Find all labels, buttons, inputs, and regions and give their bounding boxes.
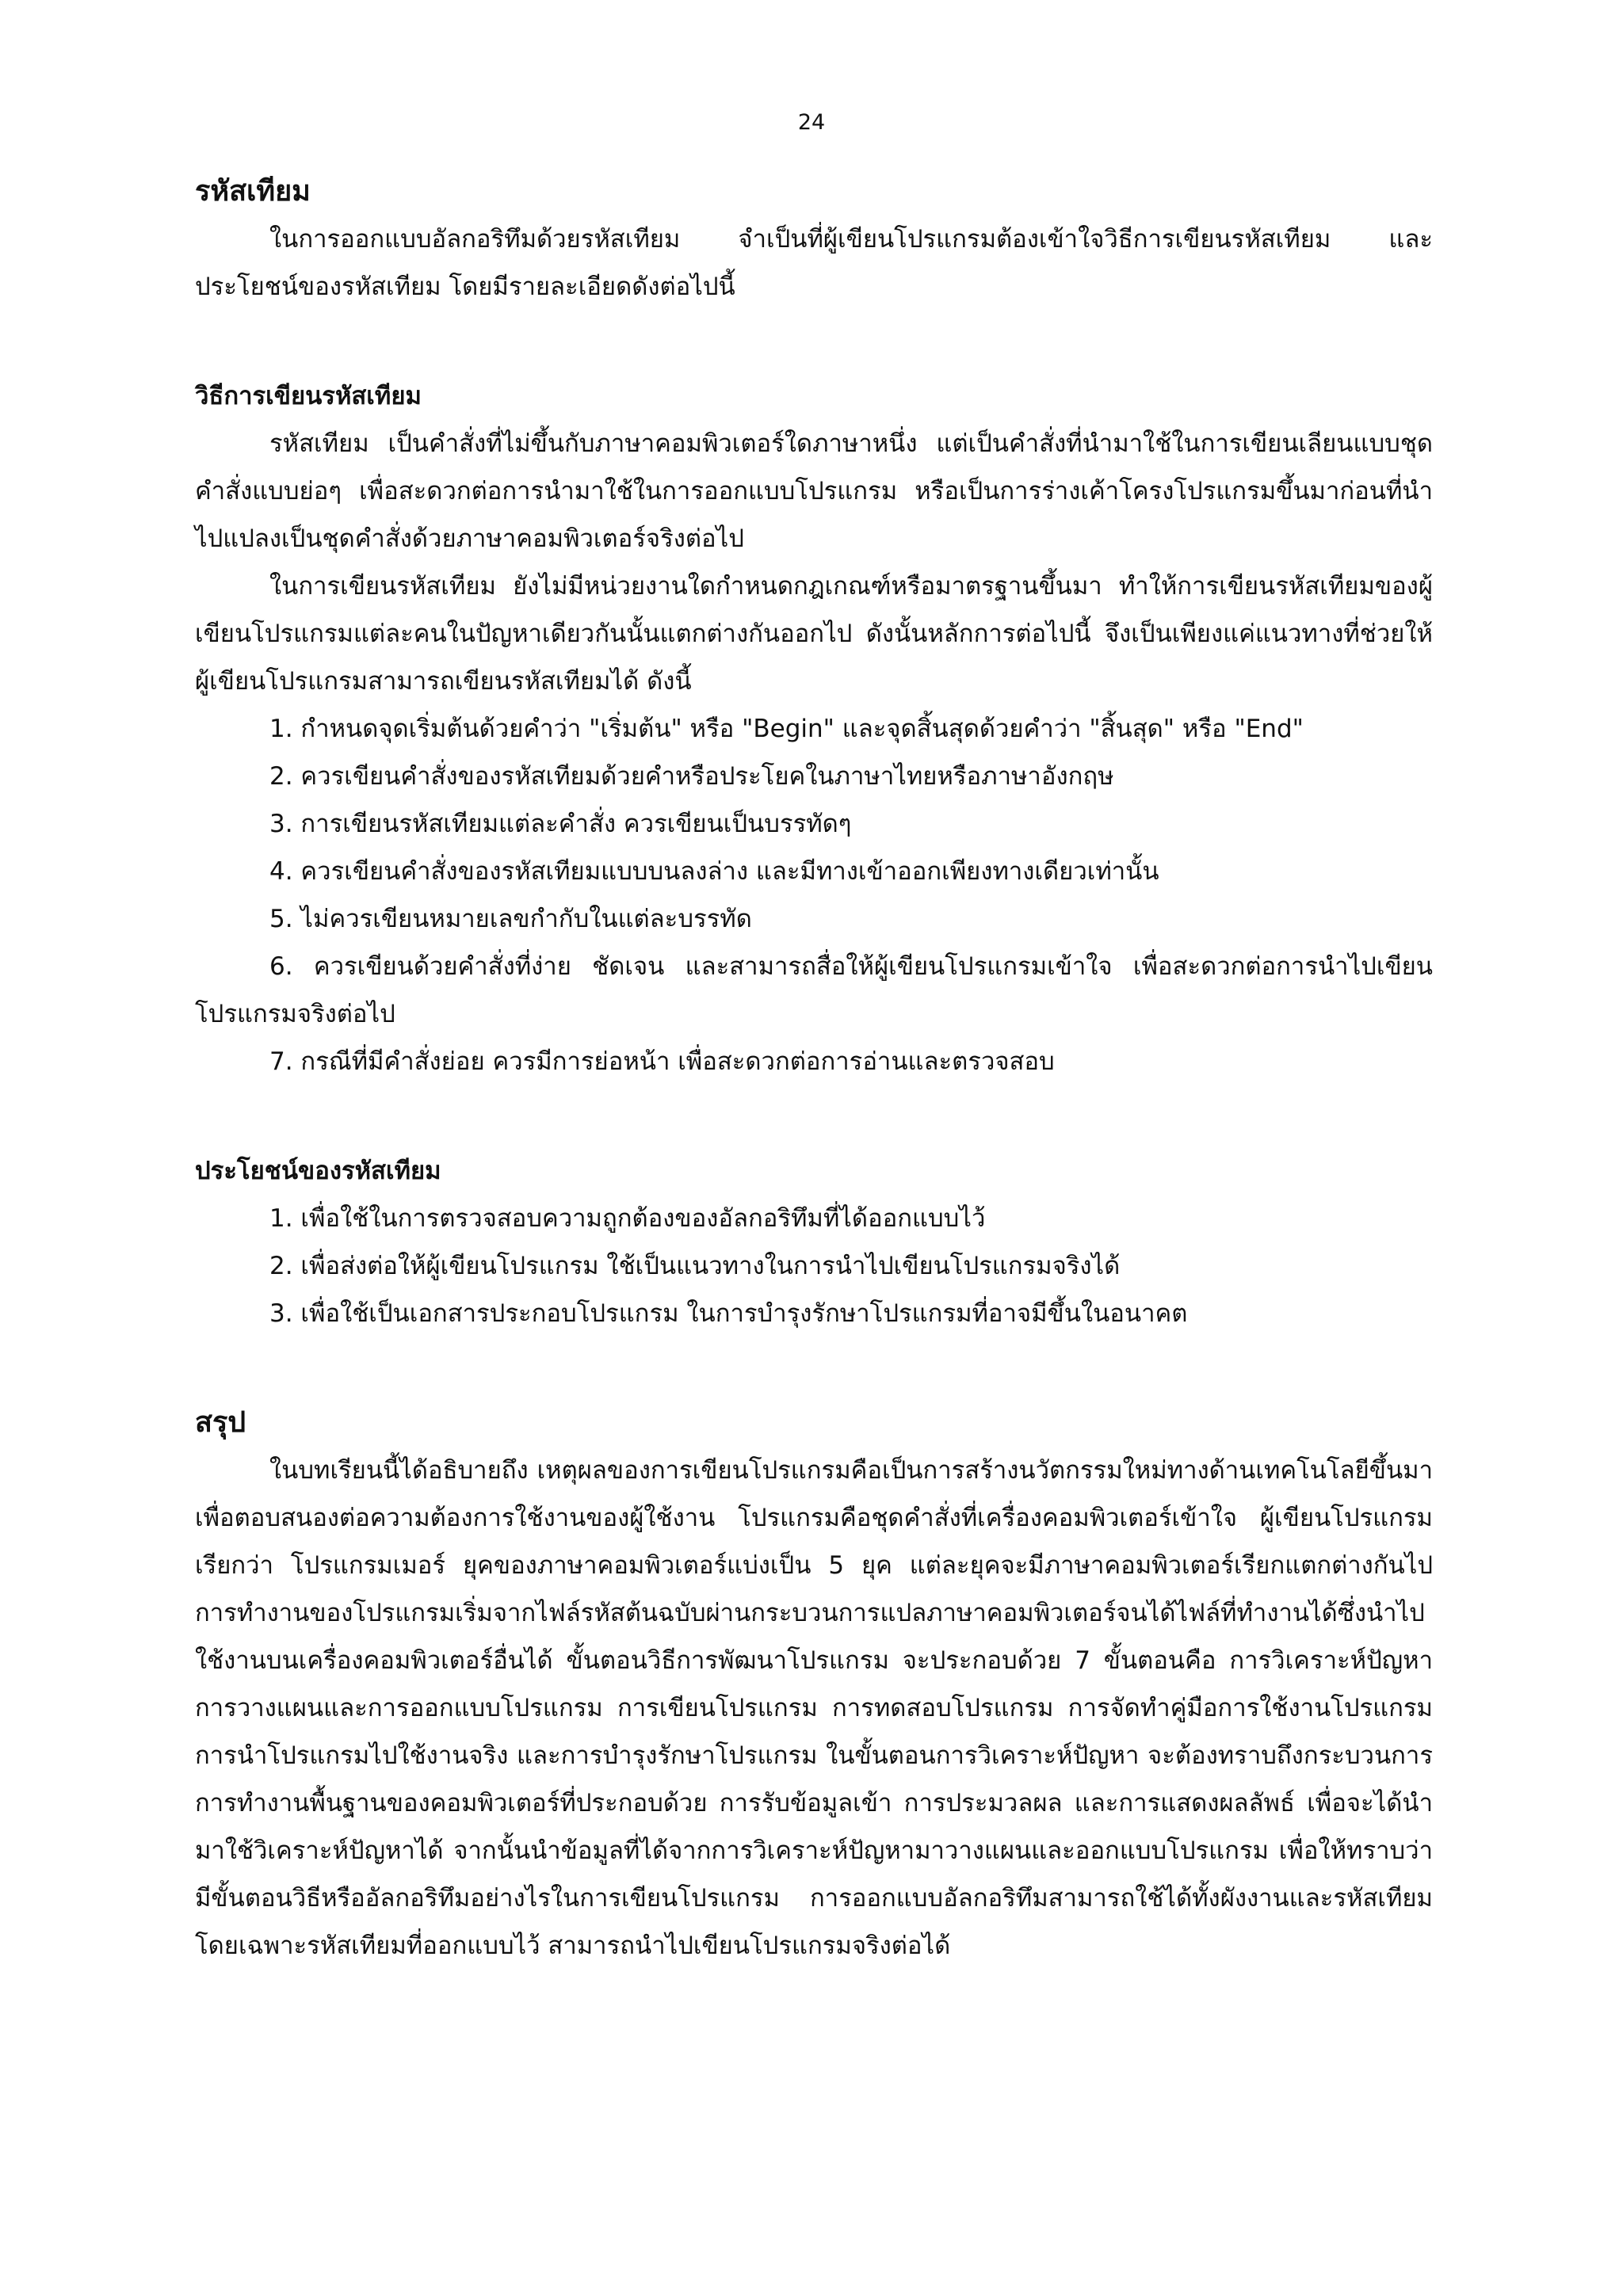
list-item: 3. เพื่อใช้เป็นเอกสารประกอบโปรแกรม ในการบำรุงรักษาโปรแกรมที่อาจมีขึ้นในอนาคต: [269, 1299, 1188, 1328]
list-item: 1. เพื่อใช้ในการตรวจสอบความถูกต้องของอัลกอริทึมที่ได้ออกแบบไว้: [269, 1204, 986, 1233]
summary-section: [195, 1399, 1433, 1970]
writing-paragraph-1: รหัสเทียม เป็นคำสั่งที่ไม่ขึ้นกับภาษาคอมพิวเตอร์ใดภาษาหนึ่ง แต่เป็นคำสั่งที่นำมาใช้ในการเขียนเลียนแบบชุดคำสั่งแบบย่อๆ เพื่อสะดวกต่อการนำมาใช้ในการออกแบบโปรแกรม หรือเป็นการร่างเค้าโครงโปรแกรมขึ้นมาก่อนที่นำไปแปลงเป็นชุดคำสั่งด้วยภาษาคอมพิวเตอร์จริงต่อไป: [195, 429, 1433, 553]
writing-rules-list: [195, 705, 1433, 1085]
list-item: 3. การเขียนรหัสเทียมแต่ละคำสั่ง ควรเขียนเป็นบรรทัดๆ: [269, 810, 852, 838]
list-item: 7. กรณีที่มีคำสั่งย่อย ควรมีการย่อหน้า เพื่อสะดวกต่อการอ่านและตรวจสอบ: [269, 1047, 1055, 1076]
page-number: 24: [797, 110, 826, 135]
summary-paragraph: ในบทเรียนนี้ได้อธิบายถึง เหตุผลของการเขียนโปรแกรมคือเป็นการสร้างนวัตกรรมใหม่ทางด้านเทคโนโลยีขึ้นมา เพื่อตอบสนองต่อความต้องการใช้งานของผู้ใช้งาน โปรแกรมคือชุดคำสั่งที่เครื่องคอมพิวเตอร์เข้าใจ ผู้เขียนโปรแกรมเรียกว่า โปรแกรมเมอร์ ยุคของภาษาคอมพิวเตอร์แบ่งเป็น 5 ยุค แต่ละยุคจะมีภาษาคอมพิวเตอร์เรียกแตกต่างกันไป การทำงานของโปรแกรมเริ่มจากไฟล์รหัสต้นฉบับผ่านกระบวนการแปลภาษาคอมพิวเตอร์จนได้ไฟล์ที่ทำงานได้ซึ่งนำไปใช้งานบนเครื่องคอมพิวเตอร์อื่นได้ ขั้นตอนวิธีการพัฒนาโปรแกรม จะประกอบด้วย 7 ขั้นตอนคือ การวิเคราะห์ปัญหา การวางแผนและการออกแบบโปรแกรม การเขียนโปรแกรม การทดสอบโปรแกรม การจัดทำคู่มือการใช้งานโปรแกรม การนำโปรแกรมไปใช้งานจริง และการบำรุงรักษาโปรแกรม ในขั้นตอนการวิเคราะห์ปัญหา จะต้องทราบถึงกระบวนการการทำงานพื้นฐานของคอมพิวเตอร์ที่ประกอบด้วย การรับข้อมูลเข้า การประมวลผล และการแสดงผลลัพธ์ เพื่อจะได้นำมาใช้วิเคราะห์ปัญหาได้ จากนั้นนำข้อมูลที่ได้จากการวิเคราะห์ปัญหามาวางแผนและออกแบบโปรแกรม เพื่อให้ทราบว่า มีขั้นตอนวิธีหรืออัลกอริทึมอย่างไรในการเขียนโปรแกรม การออกแบบอัลกอริทึมสามารถใช้ได้ทั้งผังงานและรหัสเทียม โดยเฉพาะรหัสเทียมที่ออกแบบไว้ สามารถนำไปเขียนโปรแกรมจริงต่อได้: [195, 1456, 1433, 1960]
pseudocode-intro: ในการออกแบบอัลกอริทึมด้วยรหัสเทียม จำเป็นที่ผู้เขียนโปรแกรมต้องเข้าใจวิธีการเขียนรหัสเทียม และประโยชน์ของรหัสเทียม โดยมีรายละเอียดดังต่อไปนี้: [195, 225, 1433, 301]
list-item: 5. ไม่ควรเขียนหมายเลขกำกับในแต่ละบรรทัด: [269, 905, 752, 933]
list-item: 6. ควรเขียนด้วยคำสั่งที่ง่าย ชัดเจน และสามารถสื่อให้ผู้เขียนโปรแกรมเข้าใจ เพื่อสะดวกต่อการนำไปเขียนโปรแกรมจริงต่อไป: [195, 952, 1433, 1028]
pseudocode-section: [195, 168, 1433, 311]
list-item: 2. ควรเขียนคำสั่งของรหัสเทียมด้วยคำหรือประโยคในภาษาไทยหรือภาษาอังกฤษ: [269, 762, 1114, 791]
writing-paragraph-2: ในการเขียนรหัสเทียม ยังไม่มีหน่วยงานใดกำหนดกฎเกณฑ์หรือมาตรฐานขึ้นมา ทำให้การเขียนรหัสเทียมของผู้เขียนโปรแกรมแต่ละคนในปัญหาเดียวกันนั้นแตกต่างกันออกไป ดังนั้นหลักการต่อไปนี้ จึงเป็นเพียงแค่แนวทางที่ช่วยให้ผู้เขียนโปรแกรมสามารถเขียนรหัสเทียมได้ ดังนี้: [195, 572, 1433, 696]
section-heading-writing: วิธีการเขียนรหัสเทียม: [195, 382, 422, 410]
list-item: 2. เพื่อส่งต่อให้ผู้เขียนโปรแกรม ใช้เป็นแนวทางในการนำไปเขียนโปรแกรมจริงได้: [269, 1252, 1121, 1280]
section-heading-summary: สรุป: [195, 1406, 246, 1439]
benefits-list: [195, 1195, 1433, 1337]
benefits-section: [195, 1147, 1433, 1337]
list-item: 1. กำหนดจุดเริ่มต้นด้วยคำว่า "เริ่มต้น" หรือ "Begin" และจุดสิ้นสุดด้วยคำว่า "สิ้นสุด" หรือ "End": [269, 715, 1304, 743]
page-content: [195, 168, 1433, 1970]
writing-section: [195, 372, 1433, 1085]
section-heading-benefits: ประโยชน์ของรหัสเทียม: [195, 1157, 441, 1185]
list-item: 4. ควรเขียนคำสั่งของรหัสเทียมแบบบนลงล่าง และมีทางเข้าออกเพียงทางเดียวเท่านั้น: [269, 857, 1159, 886]
section-heading-pseudocode: รหัสเทียม: [195, 175, 311, 208]
